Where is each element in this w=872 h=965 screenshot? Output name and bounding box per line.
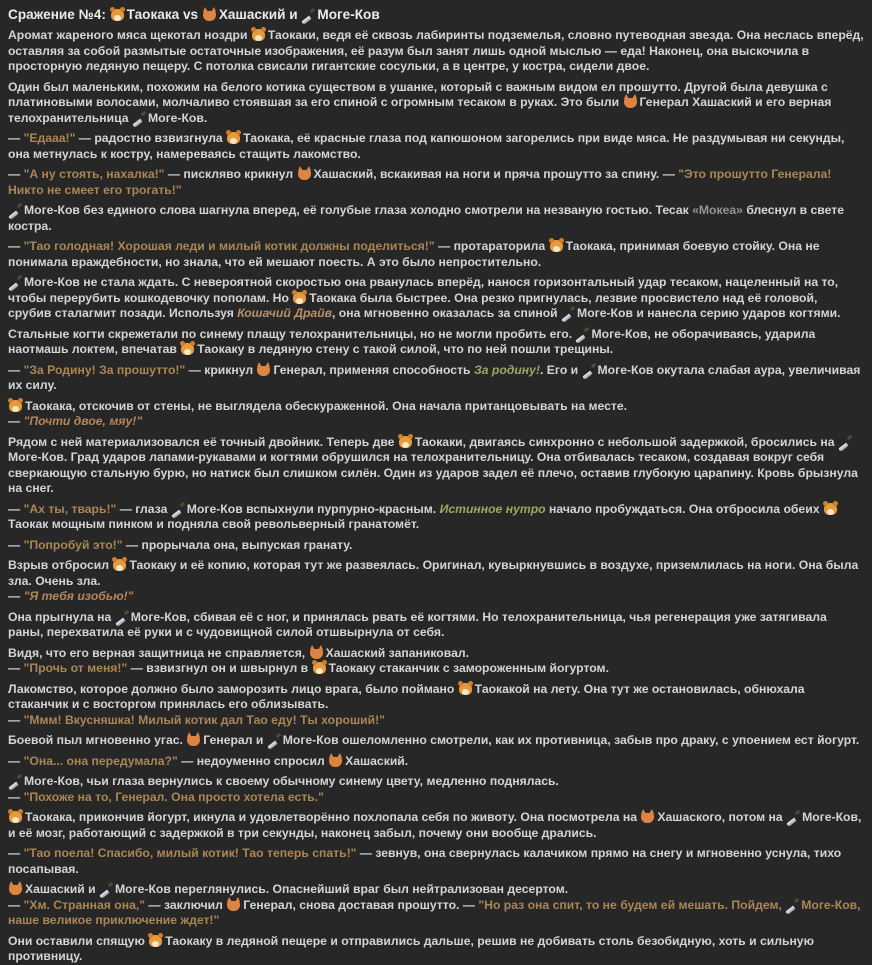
body-text: — заключил (145, 897, 227, 912)
ability-name: Истинное нутро (439, 501, 546, 516)
knife-icon (582, 364, 596, 376)
paragraph (8, 733, 864, 749)
body-text: Таокака, прикончив йогурт, икнула и удовлетворённо похлопала себя по животу. Она посмотрела на (25, 810, 641, 824)
knife-icon (8, 775, 22, 787)
knife-icon (132, 112, 146, 124)
body-text: — (8, 167, 24, 181)
paragraph (8, 882, 864, 898)
body-text: Таокаку в ледяную стену с такой силой, что по ней пошли трещины. (197, 342, 614, 356)
knife-icon (171, 503, 185, 515)
dialogue-quote: "Это прошутто Генерала! Никто не смеет его трогать!" (8, 167, 832, 197)
tiger-icon (9, 400, 22, 412)
dialogue-line (8, 414, 864, 430)
title-text: Моге-Ков (317, 7, 380, 22)
paragraph (8, 435, 864, 497)
body-text: — крикнул (185, 362, 257, 377)
body-text: Моге-Ков. (147, 110, 208, 125)
title-text: Хашаский и (218, 7, 302, 22)
body-text: Таокаки, ведя её сквозь лабиринты подземелья, словно путеводная звезда. Она неслась вперёд, оставляя за собой размытые остаточные изображения, её разум был занят лишь одной мыслью — еда! Наконец, она выскочила в просторную ледяную пещеру. С потолка свисали гигантские сосульки, а в центре, у костра, сидели двое. (8, 28, 864, 73)
body-text: Моге-Ков переглянулись. Опаснейший враг был нейтрализован десертом. (114, 882, 569, 896)
tiger-icon (111, 9, 124, 21)
body-text: — радостно взвизгнула (75, 131, 227, 145)
body-text: — (8, 897, 24, 912)
knife-icon (561, 307, 575, 319)
body-text: Моге-Ков ошеломленно смотрели, как их противница, забыв про драку, с упоением ест йогурт. (282, 733, 860, 747)
tiger-icon (550, 240, 563, 252)
body-text: Видя, что его верная защитница не справляется, (8, 645, 309, 660)
body-text: — (8, 501, 24, 516)
dialogue-quote: "Попробуй это!" (23, 537, 123, 552)
body-text: Таокака была быстрее. Она резко пригнулась, лезвие просвистело над её головой, срубив сталагмит позади. Используя (8, 290, 818, 320)
body-text: — (8, 846, 24, 860)
body-text: — (8, 712, 24, 727)
dialogue-line (8, 790, 864, 806)
fox-icon (187, 736, 200, 746)
body-text: Моге-Ков, чьи глаза вернулись к своему обычному синему цвету, медленно поднялась. (24, 774, 559, 788)
knife-icon (267, 734, 281, 746)
body-text: — (8, 414, 24, 428)
tiger-icon (227, 132, 240, 144)
body-text: Моге-Ков, и её мозг, работающий с задержкой в три секунды, наконец забыл, почему они вообще дрались. (8, 810, 862, 840)
body-text: Генерал, снова доставая прошутто. — (243, 897, 479, 912)
body-text: — глаза (116, 501, 171, 516)
fox-icon (310, 649, 323, 659)
body-text: Хашаский и (25, 882, 99, 896)
body-text: — недоуменно спросил (177, 753, 329, 768)
tiger-icon (824, 503, 837, 515)
body-text: Генерал и (203, 733, 267, 747)
body-text: — (8, 362, 24, 377)
tiger-icon (293, 292, 306, 304)
paragraph (8, 538, 864, 554)
body-text: Лакомство, которое должно было заморозить лицо врага, было поймано (8, 681, 458, 696)
knife-icon (838, 436, 852, 448)
dialogue-quote: "Ммм! Вкусняшка! Милый котик дал Тао еду! Ты хороший!" (23, 712, 385, 727)
paragraph (8, 203, 864, 234)
body-text: Она прыгнула на (8, 609, 115, 624)
body-text: Генерал Хашаский и его верная телохранительница (8, 95, 832, 125)
dialogue-quote: "Тао голодная! Хорошая леди и милый котик должны поделиться!" (23, 239, 435, 253)
knife-icon (575, 328, 589, 340)
tiger-icon (113, 559, 126, 571)
body-text: Таокаку и её копию, которая тут же развеялась. Оригинал, кувыркнувшись в воздухе, приземлилась на ноги. Она была зла. Очень зла. (8, 558, 859, 588)
body-text: начало пробуждаться. Она отбросила обеих (545, 501, 823, 516)
body-text: Таокакой на лету. Она тут же остановилась, обнюхала стаканчик и с восторгом принялась его облизывать. (8, 681, 805, 711)
body-text: — пискляво крикнул (164, 167, 297, 181)
body-text: Хашаский, вскакивая на ноги и пряча прошутто за спину. — (313, 167, 679, 181)
fox-icon (641, 813, 654, 823)
body-text: — зевнув, она свернулась калачиком прямо на снегу и мгновенно уснула, тихо посапывая. (8, 846, 842, 876)
body-text: Таокака, отскочив от стены, не выглядела обескураженной. Она начала пританцовывать на месте. (25, 398, 628, 413)
paragraph (8, 934, 864, 965)
dialogue-quote: "Похоже на то, Генерал. Она просто хотела есть." (23, 789, 324, 804)
ability-name: За родину! (473, 362, 540, 377)
body-text: Таокаку в ледяной пещере и отправились дальше, решив не добивать столь безобидную, хоть и сильную противницу. (8, 933, 814, 963)
tiger-icon (399, 436, 412, 448)
title-text: Сражение №4: (8, 7, 110, 22)
knife-icon (99, 883, 113, 895)
dialogue-quote: "За Родину! За прошутто!" (23, 362, 186, 377)
body-text: — (8, 661, 24, 675)
dialogue-quote: "Но раз она спит, то не будем ей мешать. Пойдем, (478, 897, 786, 912)
paragraph (8, 646, 864, 662)
body-text: Моге-Ков. Град ударов лапами-рукавами и когтями обрушился на телохранительницу. Она отбивалась тесаком, создавая вокруг себя сверкающую стальную бурю, но натиск был слишком силён. Один из ударов задел её плечо, оставив глубокую царапину. Кровь брызнула на снег. (8, 450, 858, 495)
ability-name: Кошачий Драйв (237, 306, 333, 320)
body-text: — (8, 239, 24, 253)
paragraph (8, 682, 864, 713)
paragraph (8, 774, 864, 790)
battle-title (8, 6, 864, 23)
body-text: — (8, 537, 24, 552)
dialogue-quote: "Я тебя изобью!" (23, 589, 134, 603)
paragraph (8, 131, 864, 162)
fox-icon (227, 901, 240, 911)
paragraph (8, 846, 864, 877)
fox-icon (257, 366, 270, 376)
tiger-icon (313, 662, 326, 674)
body-text: Таокака, принимая боевую стойку. Она не понимала враждебности, но знала, что ей мешают поесть. А это было непростительно. (8, 239, 820, 269)
knife-icon (8, 276, 22, 288)
body-text: — протараторила (434, 239, 549, 253)
body-text: Боевой пыл мгновенно угас. (8, 733, 187, 747)
body-text: — (8, 589, 24, 603)
paragraph (8, 558, 864, 589)
paragraph (8, 810, 864, 841)
paragraph (8, 167, 864, 198)
body-text: Хашаского, потом на (657, 810, 787, 824)
tiger-icon (9, 811, 22, 823)
body-text: Аромат жареного мяса щекотал ноздри (8, 28, 251, 42)
dialogue-quote: "Ах ты, тварь!" (23, 501, 117, 516)
dialogue-quote: Моге-Ков, наше великое приключение ждет!" (8, 897, 861, 927)
paragraph (8, 363, 864, 394)
fox-icon (203, 11, 216, 21)
body-text: Таокака, её красные глаза под капюшоном загорелись при виде мяса. Не раздумывая ни секунды, она метнулась к костру, намереваясь стащить лакомство. (8, 131, 845, 161)
paragraph (8, 610, 864, 641)
tiger-icon (252, 29, 265, 41)
dialogue-quote: "Хм. Странная она," (23, 897, 146, 912)
dialogue-quote: "А ну стоять, нахалка!" (23, 167, 165, 181)
dialogue-quote: "Едааа!" (23, 131, 76, 145)
body-text: — (8, 131, 24, 145)
paragraph (8, 502, 864, 533)
body-text: — прорычала она, выпуская гранату. (122, 537, 353, 552)
weapon-name: «Мокеа» (692, 203, 743, 217)
body-text: Они оставили спящую (8, 933, 149, 948)
paragraph (8, 28, 864, 75)
body-text: Рядом с ней материализовался её точный двойник. Теперь две (8, 434, 398, 449)
dialogue-line (8, 589, 864, 605)
body-text: Таокаку стаканчик с замороженным йогуртом. (328, 661, 609, 675)
body-text: Моге-Ков без единого слова шагнула вперед, её голубые глаза холодно смотрели на незваную гостью. Тесак (24, 203, 693, 217)
paragraph (8, 275, 864, 322)
title-text: Таокака vs (126, 7, 202, 22)
knife-icon (301, 9, 315, 21)
body-text: Генерал, применяя способность (273, 362, 474, 377)
knife-icon (8, 204, 22, 216)
dialogue-quote: "Тао поела! Спасибо, милый котик! Тао теперь спать!" (23, 846, 357, 860)
dialogue-line (8, 898, 864, 929)
body-text: — взвизгнул он и швырнул в (127, 661, 312, 675)
body-text: — (8, 753, 24, 768)
body-text: блеснул в свете костра. (8, 203, 844, 233)
dialogue-quote: "Она... она передумала?" (23, 753, 178, 768)
body-text: Таокак мощным пинком и подняла свой револьверный гранатомёт. (8, 517, 420, 531)
body-text: Один был маленьким, похожим на белого котика существом в ушанке, который с важным видом ел прошутто. Другой была девушка с платиновыми волосами, молчаливо стоявшая за его спиной с огромным тесаком в руках. Это были (8, 79, 828, 109)
paragraph (8, 399, 864, 415)
knife-icon (115, 611, 129, 623)
knife-icon (786, 811, 800, 823)
body-text: Моге-Ков и нанесла серию ударов когтями. (577, 306, 841, 320)
tiger-icon (459, 683, 472, 695)
paragraph (8, 327, 864, 358)
fox-icon (9, 885, 22, 895)
tiger-icon (181, 343, 194, 355)
fox-icon (298, 170, 311, 180)
body-text: Моге-Ков, не оборачиваясь, ударила наотмашь локтем, впечатав (8, 326, 816, 356)
body-text: Моге-Ков не стала ждать. С невероятной скоростью она рванулась вперёд, нанося горизонтальный удар тесаком, нацеленный на то, чтобы перерубить кошкодевочку пополам. Но (8, 275, 839, 305)
body-text: Моге-Ков окутала слабая аура, увеличивая их силу. (8, 362, 861, 392)
body-text: Моге-Ков, сбивая её с ног, и принялась рвать её когтями. Но телохранительница, чья регенерация уже затягивала раны, перехватила её руки и с чудовищной силой отшвырнула от себя. (8, 609, 827, 639)
knife-icon (785, 899, 799, 911)
paragraph (8, 754, 864, 770)
fox-icon (624, 98, 637, 108)
dialogue-line (8, 661, 864, 677)
paragraph (8, 80, 864, 127)
dialogue-quote: "Почти двое, мяу!" (23, 414, 143, 428)
tiger-icon (149, 935, 162, 947)
body-text: Моге-Ков вспыхнули пурпурно-красным. (186, 501, 440, 516)
body-text: . Его и (540, 362, 582, 377)
body-text: Хашаский. (345, 753, 409, 768)
body-text: — (8, 789, 24, 804)
body-text: , она мгновенно оказалась за спиной (332, 306, 562, 320)
body-text: Таокаки, двигаясь синхронно с небольшой задержкой, бросились на (414, 434, 838, 449)
fox-icon (329, 757, 342, 767)
body-text: Стальные когти скрежетали по синему плащу телохранительницы, но не могли пробить его. (8, 326, 576, 341)
body-text: Хашаский запаниковал. (325, 645, 469, 660)
dialogue-quote: "Прочь от меня!" (23, 661, 128, 675)
paragraph (8, 239, 864, 270)
dialogue-line (8, 713, 864, 729)
body-text: Взрыв отбросил (8, 558, 113, 572)
